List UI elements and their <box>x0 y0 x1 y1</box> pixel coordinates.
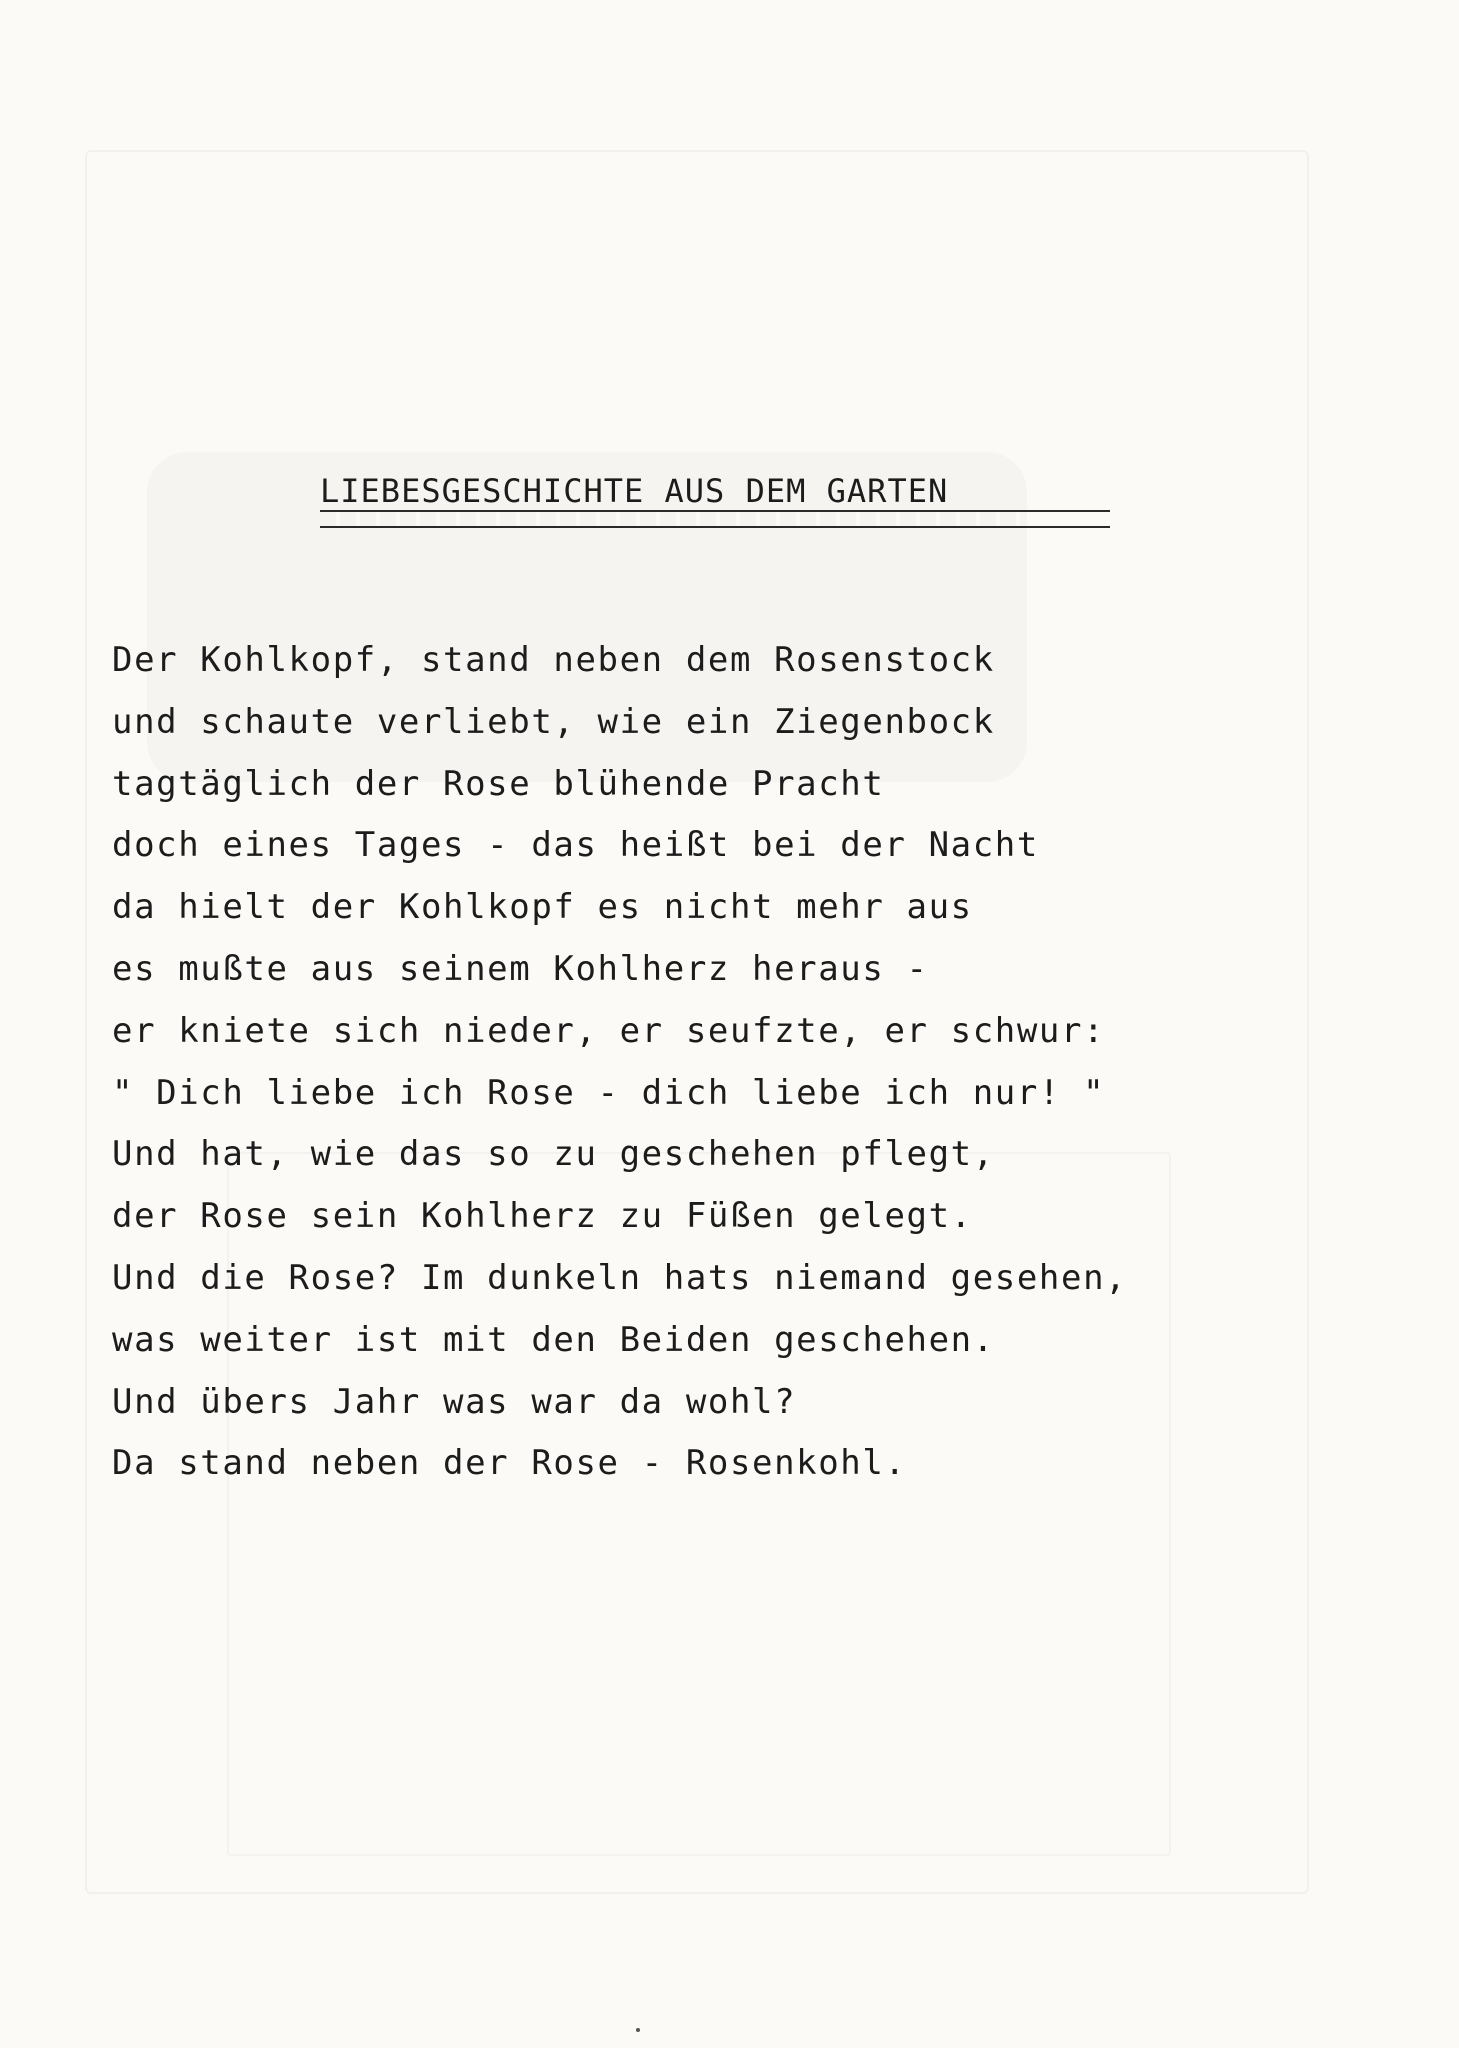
poem-line: der Rose sein Kohlherz zu Füßen gelegt. <box>112 1196 973 1237</box>
poem-body <box>112 630 1127 1495</box>
poem-line: Und die Rose? Im dunkeln hats niemand gesehen, <box>112 1257 1128 1298</box>
poem-line: doch eines Tages - das heißt bei der Nacht <box>112 825 1039 866</box>
poem-line: da hielt der Kohlkopf es nicht mehr aus <box>112 887 973 928</box>
poem-title: LIEBESGESCHICHTE AUS DEM GARTEN <box>320 472 949 510</box>
poem-line: es mußte aus seinem Kohlherz heraus - <box>112 948 929 989</box>
poem-line: er kniete sich nieder, er seufzte, er schwur: <box>112 1010 1106 1051</box>
paper-speck <box>636 2028 640 2032</box>
poem-line: Und hat, wie das so zu geschehen pflegt, <box>112 1134 995 1175</box>
poem-line: Der Kohlkopf, stand neben dem Rosenstock <box>112 640 995 680</box>
poem-line: Und übers Jahr was war da wohl? <box>112 1381 797 1422</box>
poem-line: was weiter ist mit den Beiden geschehen. <box>112 1319 995 1360</box>
poem-line: tagtäglich der Rose blühende Pracht <box>112 763 885 804</box>
title-double-underline <box>320 510 1110 528</box>
poem-line: Da stand neben der Rose - Rosenkohl. <box>112 1443 907 1484</box>
poem-line: " Dich liebe ich Rose - dich liebe ich nur! " <box>112 1072 1106 1113</box>
poem-line: und schaute verliebt, wie ein Ziegenbock <box>112 701 995 742</box>
